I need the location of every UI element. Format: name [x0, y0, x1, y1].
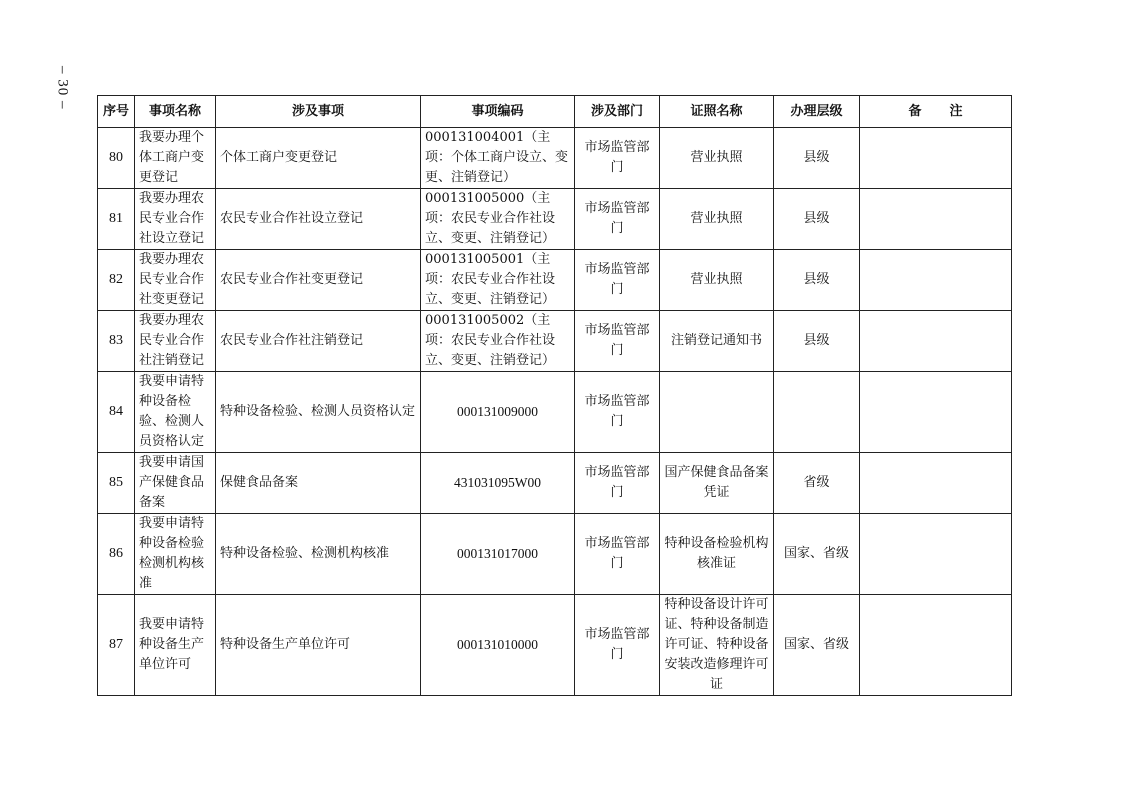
- cell-remark: [860, 128, 1012, 189]
- cell-seq: 83: [98, 311, 135, 372]
- table-row: [98, 311, 1012, 372]
- cell-name: 我要办理农民专业合作社变更登记: [135, 250, 216, 311]
- cell-code: 000131017000: [421, 514, 575, 595]
- cell-seq: 80: [98, 128, 135, 189]
- cell-code: 000131005002（主项：农民专业合作社设立、变更、注销登记）: [421, 311, 575, 372]
- cell-code: 000131010000: [421, 595, 575, 696]
- table-row: [98, 372, 1012, 453]
- cell-cert: 国产保健食品备案凭证: [660, 453, 774, 514]
- cell-cert: 营业执照: [660, 250, 774, 311]
- header-cert: 证照名称: [660, 96, 774, 128]
- header-remark: 备注: [860, 96, 1012, 128]
- page-number: – 30 –: [54, 66, 71, 110]
- cell-matter: 特种设备检验、检测人员资格认定: [216, 372, 421, 453]
- cell-dept: 市场监管部门: [575, 311, 660, 372]
- cell-seq: 86: [98, 514, 135, 595]
- cell-level: 县级: [774, 128, 860, 189]
- cell-remark: [860, 453, 1012, 514]
- cell-level: 国家、省级: [774, 514, 860, 595]
- cell-cert: 营业执照: [660, 189, 774, 250]
- cell-seq: 81: [98, 189, 135, 250]
- cell-seq: 84: [98, 372, 135, 453]
- cell-name: 我要申请特种设备检验检测机构核准: [135, 514, 216, 595]
- cell-level: 县级: [774, 189, 860, 250]
- header-name: 事项名称: [135, 96, 216, 128]
- cell-dept: 市场监管部门: [575, 250, 660, 311]
- cell-dept: 市场监管部门: [575, 128, 660, 189]
- cell-matter: 个体工商户变更登记: [216, 128, 421, 189]
- cell-code: 000131005000（主项：农民专业合作社设立、变更、注销登记）: [421, 189, 575, 250]
- cell-remark: [860, 514, 1012, 595]
- table-row: [98, 514, 1012, 595]
- cell-level: 省级: [774, 453, 860, 514]
- table-row: [98, 250, 1012, 311]
- cell-name: 我要办理农民专业合作社注销登记: [135, 311, 216, 372]
- cell-remark: [860, 372, 1012, 453]
- header-dept: 涉及部门: [575, 96, 660, 128]
- cell-name: 我要办理个体工商户变更登记: [135, 128, 216, 189]
- cell-seq: 87: [98, 595, 135, 696]
- cell-cert: 特种设备检验机构核准证: [660, 514, 774, 595]
- cell-dept: 市场监管部门: [575, 453, 660, 514]
- cell-dept: 市场监管部门: [575, 595, 660, 696]
- table-row: [98, 128, 1012, 189]
- cell-matter: 农民专业合作社注销登记: [216, 311, 421, 372]
- cell-matter: 农民专业合作社设立登记: [216, 189, 421, 250]
- cell-level: [774, 372, 860, 453]
- table-row: [98, 189, 1012, 250]
- cell-code: 000131004001（主项：个体工商户设立、变更、注销登记）: [421, 128, 575, 189]
- cell-cert: 特种设备设计许可证、特种设备制造许可证、特种设备安装改造修理许可证: [660, 595, 774, 696]
- cell-remark: [860, 189, 1012, 250]
- header-matter: 涉及事项: [216, 96, 421, 128]
- cell-seq: 85: [98, 453, 135, 514]
- table-row: [98, 595, 1012, 696]
- header-row: [98, 96, 1012, 128]
- cell-remark: [860, 311, 1012, 372]
- cell-name: 我要申请特种设备检验、检测人员资格认定: [135, 372, 216, 453]
- cell-level: 县级: [774, 250, 860, 311]
- cell-dept: 市场监管部门: [575, 372, 660, 453]
- cell-matter: 特种设备检验、检测机构核准: [216, 514, 421, 595]
- cell-name: 我要申请国产保健食品备案: [135, 453, 216, 514]
- cell-cert: 营业执照: [660, 128, 774, 189]
- cell-matter: 保健食品备案: [216, 453, 421, 514]
- cell-name: 我要申请特种设备生产单位许可: [135, 595, 216, 696]
- cell-code: 000131005001（主项：农民专业合作社设立、变更、注销登记）: [421, 250, 575, 311]
- cell-level: 县级: [774, 311, 860, 372]
- cell-dept: 市场监管部门: [575, 514, 660, 595]
- cell-remark: [860, 595, 1012, 696]
- cell-remark: [860, 250, 1012, 311]
- header-level: 办理层级: [774, 96, 860, 128]
- cell-seq: 82: [98, 250, 135, 311]
- cell-cert: 注销登记通知书: [660, 311, 774, 372]
- cell-cert: [660, 372, 774, 453]
- cell-code: 431031095W00: [421, 453, 575, 514]
- cell-matter: 特种设备生产单位许可: [216, 595, 421, 696]
- cell-level: 国家、省级: [774, 595, 860, 696]
- header-seq: 序号: [98, 96, 135, 128]
- table-row: [98, 453, 1012, 514]
- cell-matter: 农民专业合作社变更登记: [216, 250, 421, 311]
- cell-dept: 市场监管部门: [575, 189, 660, 250]
- cell-code: 000131009000: [421, 372, 575, 453]
- cell-name: 我要办理农民专业合作社设立登记: [135, 189, 216, 250]
- header-code: 事项编码: [421, 96, 575, 128]
- items-table: [97, 95, 1012, 696]
